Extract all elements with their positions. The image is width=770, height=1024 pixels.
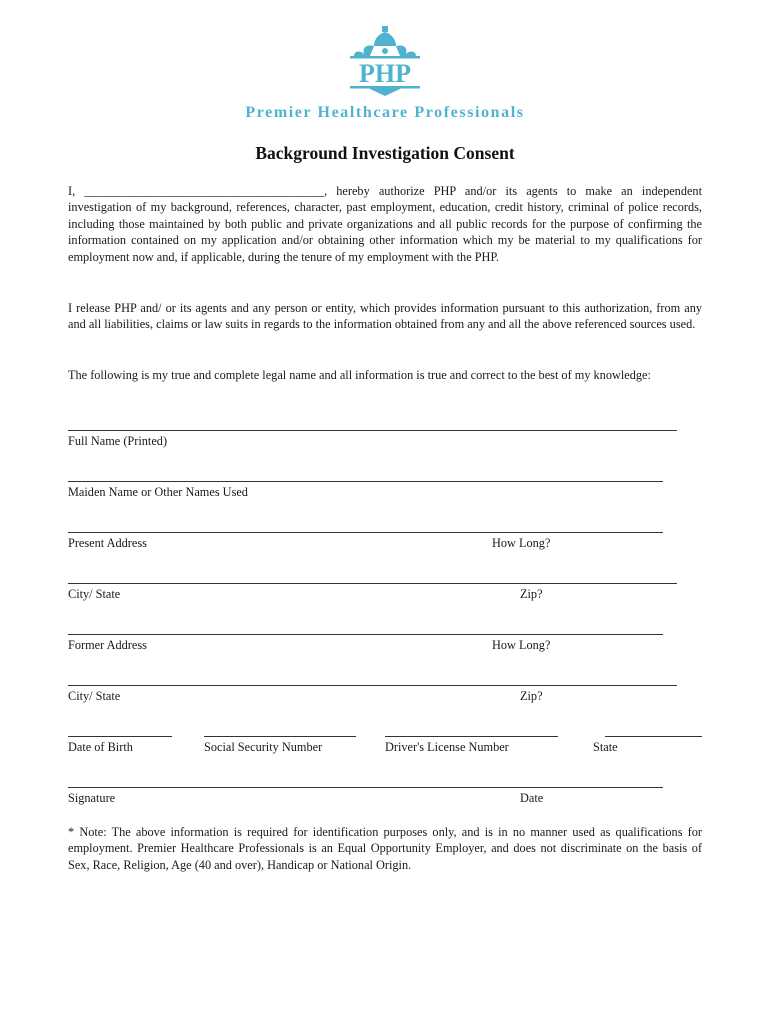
city-state-2-line[interactable] <box>68 685 677 686</box>
maiden-name-label: Maiden Name or Other Names Used <box>68 485 248 499</box>
full-name-label: Full Name (Printed) <box>68 434 168 448</box>
state-line[interactable] <box>605 736 702 737</box>
former-address-line[interactable] <box>68 634 663 635</box>
date-of-birth-label: Date of Birth <box>68 740 133 754</box>
ssn-label: Social Security Number <box>204 740 323 754</box>
php-logo <box>340 24 430 96</box>
state-label: State <box>593 740 618 754</box>
drivers-license-line[interactable] <box>385 736 558 737</box>
date-label: Date <box>520 791 544 805</box>
city-state-1-label: City/ State <box>68 587 121 601</box>
present-address-line[interactable] <box>68 532 663 533</box>
present-address-label: Present Address <box>68 536 147 550</box>
city-state-2-label: City/ State <box>68 689 121 703</box>
company-name: Premier Healthcare Professionals <box>245 104 525 121</box>
ssn-line[interactable] <box>204 736 356 737</box>
city-state-1-line[interactable] <box>68 583 677 584</box>
document-title: Background Investigation Consent <box>255 143 515 163</box>
former-how-long-label: How Long? <box>492 638 551 652</box>
release-paragraph: I release PHP and/ or its agents and any person or entity, which provides information pursuant to this authorization, from any and all liabilities, claims or law suits in regards to the information obtained from any and all the above referenced sources used. <box>68 301 702 332</box>
date-of-birth-line[interactable] <box>68 736 172 737</box>
former-address-label: Former Address <box>68 638 147 652</box>
signature-line[interactable] <box>68 787 663 788</box>
footer-note: * Note: The above information is required for identification purposes only, and is in no manner used as qualifications for employment. Premier Healthcare Professionals is an Equal Opportunity Employer, and does not discriminate on the basis of Sex, Race, Religion, Age (40 and over), Handicap or National Origin. <box>68 825 702 872</box>
logo-text: PHP <box>359 59 411 88</box>
zip-1-label: Zip? <box>520 587 543 601</box>
truth-paragraph: The following is my true and complete legal name and all information is true and correct to the best of my knowledge: <box>68 368 651 382</box>
signature-label: Signature <box>68 791 116 805</box>
consent-paragraph: I, _______________________________________, hereby authorize PHP and/or its agents to make an independent investigation of my background, references, character, past employment, education, credit history, criminal of police records, including those maintained by both public and private organizations and all public records for the purpose of confirming the information contained on my application and/or obtaining other information which my be material to my qualifications for employment now and, if applicable, during the tenure of my employment with the PHP. <box>68 184 702 264</box>
present-how-long-label: How Long? <box>492 536 551 550</box>
drivers-license-label: Driver's License Number <box>385 740 509 754</box>
zip-2-label: Zip? <box>520 689 543 703</box>
full-name-line[interactable] <box>68 430 677 431</box>
maiden-name-line[interactable] <box>68 481 663 482</box>
